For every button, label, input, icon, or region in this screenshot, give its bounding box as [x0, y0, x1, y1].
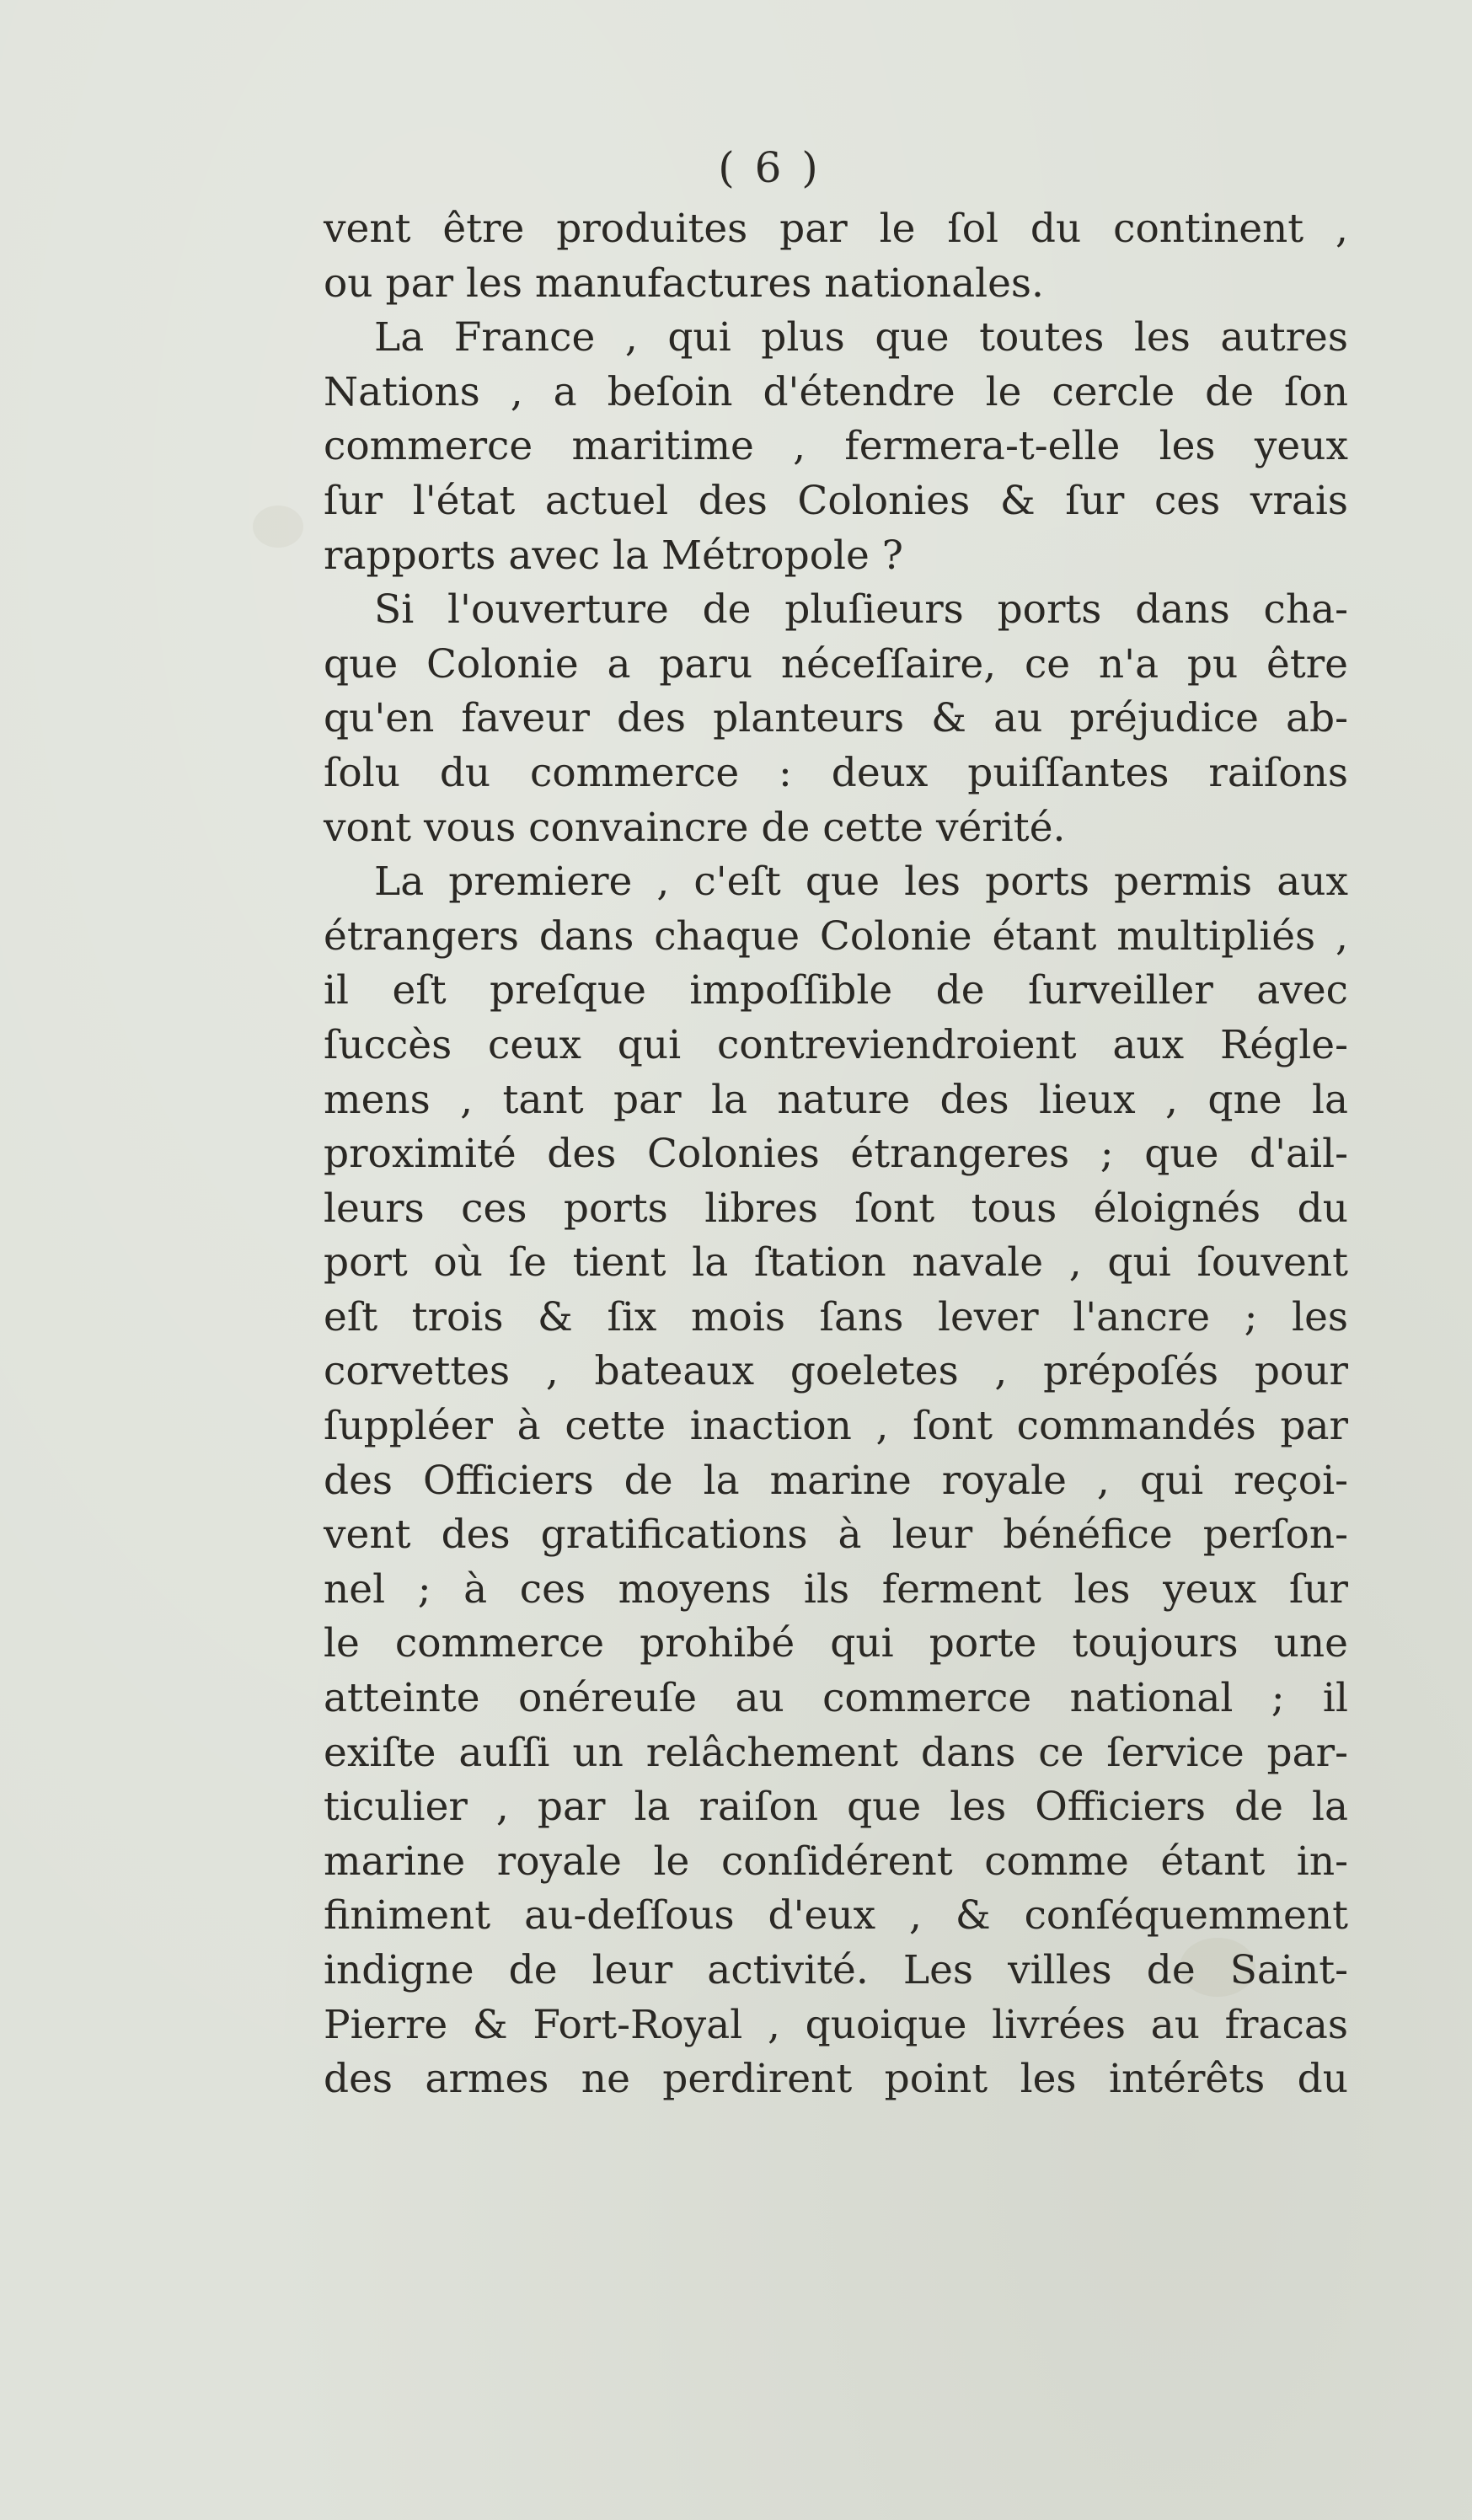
- text-line: qu'en faveur des planteurs & au préjudice ab-: [324, 695, 1348, 742]
- text-line: rapports avec la Métropole ?: [324, 532, 903, 579]
- text-line: corvettes , bateaux goeletes , prépoſés pour: [324, 1348, 1348, 1395]
- text-line: ſolu du commerce : deux puiſſantes raiſons: [324, 749, 1348, 796]
- text-line: La France , qui plus que toutes les autres: [374, 314, 1348, 361]
- text-line: vont vous convaincre de cette vérité.: [324, 804, 1066, 851]
- text-line: nel ; à ces moyens ils ferment les yeux ſur: [324, 1565, 1348, 1613]
- text-line: indigne de leur activité. Les villes de Saint-: [324, 1947, 1348, 1993]
- text-line: ſuppléer à cette inaction , ſont commandés par: [324, 1403, 1348, 1450]
- text-line: Nations , a beſoin d'étendre le cercle de ſon: [324, 368, 1348, 415]
- text-line: Pierre & Fort-Royal , quoique livrées au fracas: [324, 2001, 1348, 2048]
- text-line: eſt trois & ſix mois ſans lever l'ancre ; les: [324, 1293, 1348, 1340]
- body-text: [324, 202, 1348, 2107]
- text-line: ou par les manufactures nationales.: [324, 259, 1044, 307]
- text-line: vent des gratifications à leur bénéfice perſon-: [324, 1511, 1348, 1559]
- text-line: atteinte onéreuſe au commerce national ; il: [324, 1675, 1348, 1722]
- text-line: commerce maritime , fermera-t-elle les yeux: [324, 423, 1348, 470]
- text-line: étrangers dans chaque Colonie étant multipliés ,: [324, 912, 1348, 960]
- text-line: le commerce prohibé qui porte toujours une: [324, 1620, 1348, 1667]
- text-line: finiment au-deſſous d'eux , & conſéquemment: [324, 1892, 1348, 1939]
- text-line: ſur l'état actuel des Colonies & ſur ces vrais: [324, 477, 1348, 524]
- text-line: ſuccès ceux qui contreviendroient aux Régle-: [324, 1021, 1348, 1068]
- text-line: marine royale le conſidérent comme étant in-: [324, 1838, 1348, 1885]
- text-line: exiſte auſſi un relâchement dans ce ſervice par-: [324, 1729, 1348, 1776]
- text-line: il eſt preſque impoſſible de ſurveiller avec: [324, 967, 1348, 1014]
- text-line: leurs ces ports libres ſont tous éloignés du: [324, 1185, 1348, 1232]
- text-line: ticulier , par la raiſon que les Officiers de la: [324, 1784, 1348, 1831]
- page-number: ( 6 ): [718, 143, 822, 192]
- text-line: proximité des Colonies étrangeres ; que d'ail-: [324, 1131, 1348, 1178]
- text-line: port où ſe tient la ſtation navale , qui ſouvent: [324, 1239, 1348, 1287]
- text-line: Si l'ouverture de pluſieurs ports dans cha-: [374, 586, 1348, 634]
- text-line: mens , tant par la nature des lieux , qne la: [324, 1076, 1348, 1123]
- text-line: que Colonie a paru néceſſaire, ce n'a pu être: [324, 640, 1348, 688]
- text-line: des Officiers de la marine royale , qui reçoi-: [324, 1457, 1348, 1504]
- text-line: des armes ne perdirent point les intérêts du: [324, 2056, 1348, 2103]
- paper-stain: [253, 506, 303, 548]
- text-line: La premiere , c'eſt que les ports permis aux: [374, 859, 1348, 906]
- text-line: vent être produites par le ſol du continent ,: [324, 206, 1348, 252]
